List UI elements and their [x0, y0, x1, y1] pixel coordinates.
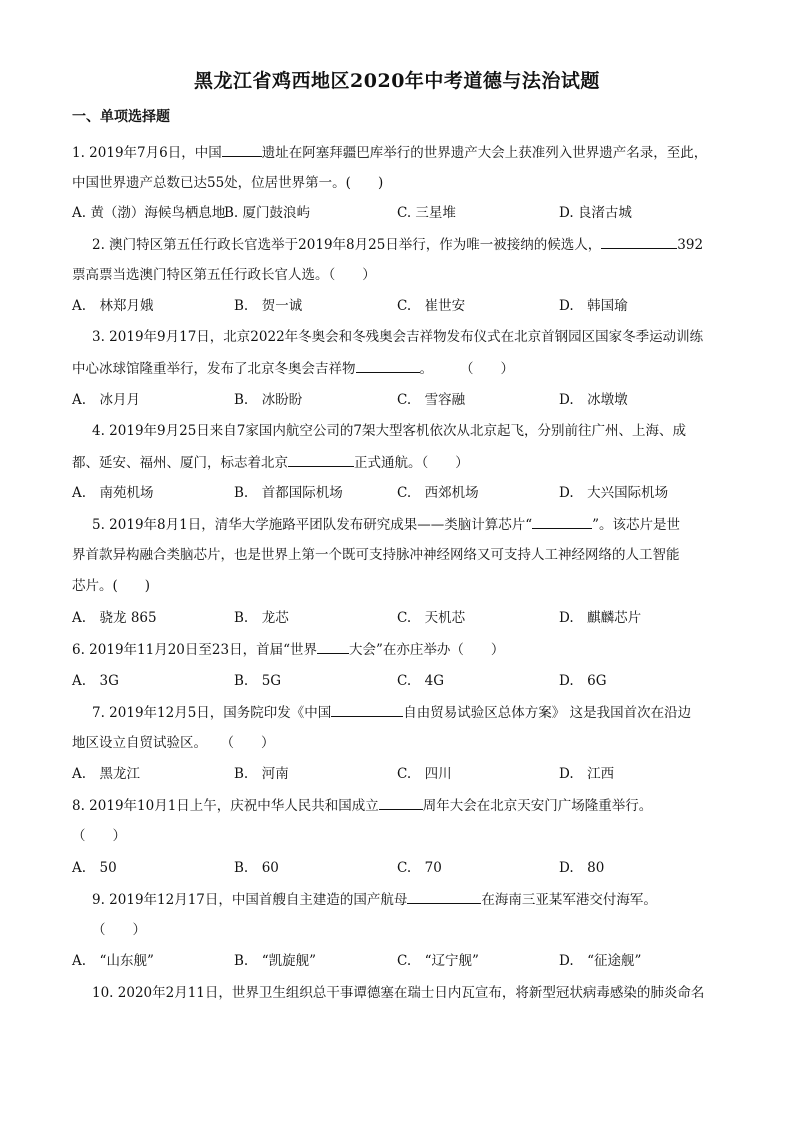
option-d[interactable]: D. 良渚古城 [559, 205, 632, 221]
option-b[interactable]: B. 冰盼盼 [234, 392, 303, 408]
option-b[interactable]: B. 厦门鼓浪屿 [224, 205, 311, 221]
question-3-text: 中心冰球馆隆重举行，发布了北京冬奥会吉祥物 [72, 361, 356, 377]
question-4-options [72, 483, 736, 503]
option-a[interactable]: A. 林郑月娥 [72, 298, 154, 314]
option-b[interactable]: B. “凯旋舰” [234, 953, 317, 969]
option-a[interactable]: A. 黑龙江 [72, 766, 141, 782]
question-6-line-1 [72, 639, 736, 660]
question-9-text: 9. 2019年12月17日，中国首艘自主建造的国产航母 [92, 892, 408, 908]
question-7-text: 自由贸易试验区总体方案》 这是我国首次在沿边 [403, 705, 692, 721]
option-a[interactable]: A. 南苑机场 [72, 485, 154, 501]
question-10-line-1: 10. 2020年2月11日，世界卫生组织总干事谭德塞在瑞士日内瓦宣布，将新型冠状病毒感染的肺炎命名 [92, 985, 705, 1001]
question-5-options [72, 608, 736, 628]
question-8-options [72, 858, 736, 878]
question-3-line-1: 3. 2019年9月17日，北京2022年冬奥会和冬残奥会吉祥物发布仪式在北京首钢园区国家冬季运动训练 [92, 329, 704, 345]
question-9-text: 在海南三亚某军港交付海军。 [481, 892, 657, 908]
option-c[interactable]: C. 三星堆 [397, 205, 456, 221]
question-9-options [72, 951, 736, 971]
question-7-text: 7. 2019年12月5日，国务院印发《中国 [92, 705, 332, 721]
option-b[interactable]: B. 60 [234, 860, 279, 876]
question-8-text: 8. 2019年10月1日上午，庆祝中华人民共和国成立 [72, 798, 379, 814]
exam-title: 黑龙江省鸡西地区2020年中考道德与法治试题 [194, 70, 600, 92]
question-5-line-1 [92, 514, 736, 535]
answer-blank [407, 889, 481, 904]
option-a[interactable]: A. 冰月月 [72, 392, 141, 408]
question-6-text: 大会”在亦庄举办（ ） [348, 642, 505, 658]
option-d[interactable]: D. 大兴国际机场 [559, 485, 669, 501]
option-d[interactable]: D. “征途舰” [559, 953, 642, 969]
question-4-line-2 [72, 452, 736, 473]
question-7-line-2: 地区设立自贸试验区。 （ ） [72, 735, 275, 751]
question-6-options [72, 671, 736, 691]
option-c[interactable]: C. 70 [397, 860, 442, 876]
question-5-line-2: 界首款异构融合类脑芯片，也是世界上第一个既可支持脉冲神经网络又可支持人工神经网络的人工智能 [72, 547, 680, 563]
option-a[interactable]: A. 3G [72, 673, 119, 689]
question-5-line-3: 芯片。( ) [72, 578, 151, 594]
question-4-text: 正式通航。（ ） [354, 455, 469, 471]
question-2-text: 2. 澳门特区第五任行政长官选举于2019年8月25日举行，作为唯一被接纳的候选人， [92, 237, 602, 253]
question-3-options [72, 390, 736, 410]
question-9-line-1 [92, 889, 736, 910]
question-2-text: 392 [677, 237, 704, 253]
question-1-options [72, 203, 736, 223]
option-c[interactable]: C. 雪容融 [397, 392, 466, 408]
option-b[interactable]: B. 河南 [234, 766, 289, 782]
question-5-text: 5. 2019年8月1日，清华大学施路平团队发布研究成果——类脑计算芯片“ [92, 517, 533, 533]
option-c[interactable]: C. 天机芯 [397, 610, 466, 626]
question-4-line-1: 4. 2019年9月25日来自7家国内航空公司的7架大型客机依次从北京起飞，分别前往广州、上海、成 [92, 423, 686, 439]
option-b[interactable]: B. 龙芯 [234, 610, 289, 626]
option-a[interactable]: A. 骁龙 865 [72, 610, 157, 626]
question-7-line-1 [92, 702, 736, 723]
option-d[interactable]: D. 冰墩墩 [559, 392, 628, 408]
question-2-line-2: 票高票当选澳门特区第五任行政长官人选。（ ） [72, 267, 376, 283]
option-d[interactable]: D. 麒麟芯片 [559, 610, 642, 626]
option-d[interactable]: D. 80 [559, 860, 605, 876]
option-b[interactable]: B. 5G [234, 673, 282, 689]
question-5-text: ”。该芯片是世 [592, 517, 681, 533]
option-b[interactable]: B. 首都国际机场 [234, 485, 343, 501]
section-heading: 一、单项选择题 [72, 109, 170, 125]
option-a[interactable]: A. “山东舰” [72, 953, 154, 969]
question-1-text: 遗址在阿塞拜疆巴库举行的世界遗产大会上获准列入世界遗产名录，至此， [261, 145, 708, 161]
option-c[interactable]: C. 4G [397, 673, 445, 689]
question-1-line-1 [72, 142, 736, 163]
option-a[interactable]: A. 黄（渤）海候鸟栖息地 [72, 205, 226, 221]
option-d[interactable]: D. 6G [559, 673, 607, 689]
answer-blank [288, 452, 354, 467]
question-7-options [72, 764, 736, 784]
question-3-line-2 [72, 358, 736, 379]
answer-blank [331, 702, 403, 717]
question-2-options [72, 296, 736, 316]
answer-blank [379, 795, 423, 810]
answer-blank [317, 639, 349, 654]
question-9-line-2: （ ） [92, 922, 146, 938]
option-c[interactable]: C. 西郊机场 [397, 485, 479, 501]
option-d[interactable]: D. 江西 [559, 766, 615, 782]
question-4-text: 都、延安、福州、厦门，标志着北京 [72, 455, 288, 471]
option-d[interactable]: D. 韩国瑜 [559, 298, 628, 314]
question-6-text: 6. 2019年11月20日至23日，首届“世界 [72, 642, 317, 658]
answer-blank [601, 234, 677, 249]
question-8-line-2: （ ） [72, 828, 126, 844]
option-b[interactable]: B. 贺一诚 [234, 298, 303, 314]
option-a[interactable]: A. 50 [72, 860, 117, 876]
answer-blank [532, 514, 592, 529]
question-8-line-1 [72, 795, 736, 816]
option-c[interactable]: C. 四川 [397, 766, 452, 782]
question-8-text: 周年大会在北京天安门广场隆重举行。 [422, 798, 653, 814]
question-3-text: 。 （ ） [419, 361, 514, 377]
answer-blank [222, 142, 262, 157]
question-2-line-1 [92, 234, 736, 255]
answer-blank [356, 358, 420, 373]
question-1-text: 1. 2019年7月6日，中国 [72, 145, 222, 161]
option-c[interactable]: C. 崔世安 [397, 298, 466, 314]
option-c[interactable]: C. “辽宁舰” [397, 953, 479, 969]
question-1-line-2: 中国世界遗产总数已达55处，位居世界第一。( ) [72, 175, 384, 191]
